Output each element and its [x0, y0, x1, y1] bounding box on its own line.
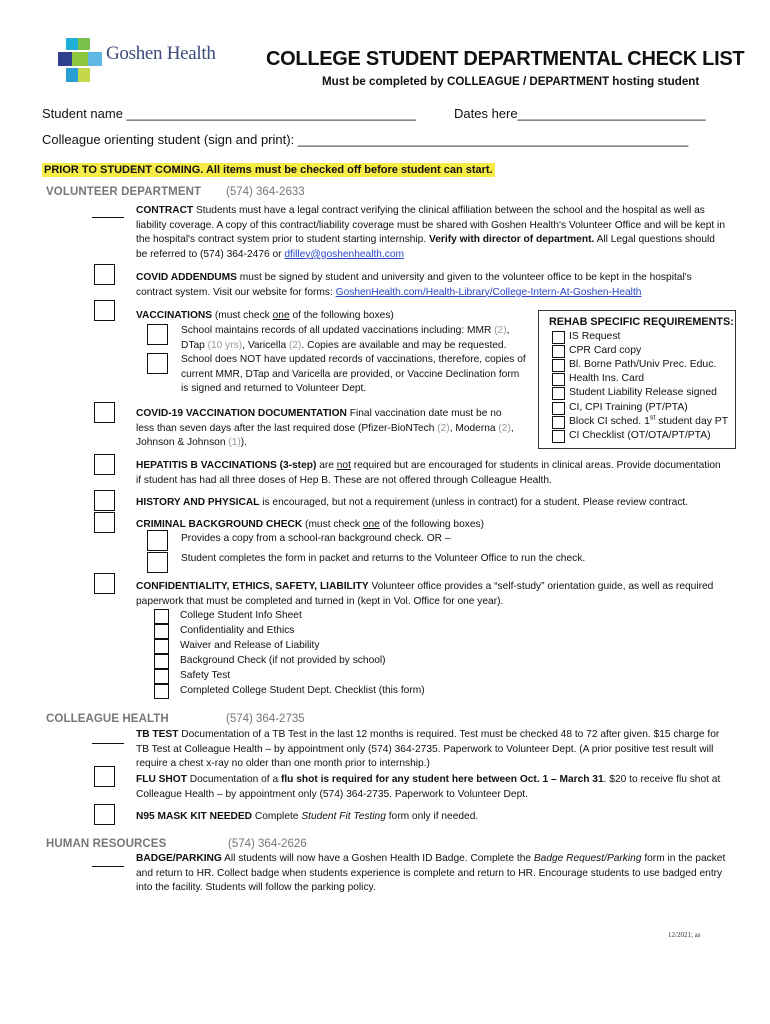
criminal-label: CRIMINAL BACKGROUND CHECK	[136, 519, 303, 530]
rehab-item	[539, 358, 735, 372]
flu-label: FLU SHOT	[136, 774, 187, 785]
rehab-item-label: CI, CPI Training (PT/PTA)	[569, 401, 688, 413]
covid-vacc-g1: (2)	[437, 422, 450, 434]
covid-vacc-text-b: , Moderna	[449, 422, 499, 434]
history-item	[136, 496, 726, 511]
rehab-item	[539, 330, 735, 344]
history-label: HISTORY AND PHYSICAL	[136, 497, 260, 508]
flu-text-b: . $20 to receive flu shot at Colleague Health – by appointment only (574) 364-2735. Paperwork to Volunteer Dept.	[136, 774, 721, 800]
rehab-checkbox[interactable]	[552, 430, 565, 443]
vacc-opt1-b: ,	[506, 325, 510, 336]
criminal-option2-checkbox[interactable]	[147, 552, 168, 573]
criminal-option1-text: Provides a copy from a school-ran background check. OR –	[181, 533, 451, 544]
flu-text-a: Documentation of a	[186, 774, 281, 785]
covid-vacc-g2: (2)	[498, 422, 511, 434]
contract-email-link[interactable]: dfilley@goshenhealth.com	[284, 248, 405, 260]
flu-bold: flu shot is required for any student here between Oct. 1 – March 31	[280, 774, 604, 785]
contract-label: CONTRACT	[136, 205, 194, 216]
vaccinations-checkbox[interactable]	[94, 300, 115, 321]
criminal-text-a: (must check	[302, 519, 363, 530]
vacc-option2-checkbox[interactable]	[147, 353, 168, 374]
page-subtitle: Must be completed by COLLEAGUE / DEPARTMENT hosting student	[322, 75, 700, 88]
student-name-field[interactable]: Student name ________________________________________	[42, 106, 416, 121]
vacc-opt1-e: . Copies are available and may be requested.	[301, 339, 507, 351]
vaccinations-text-b: of the following boxes)	[289, 310, 394, 321]
criminal-option2-text: Student completes the form in packet and returns to the Volunteer Office to run the check.	[181, 553, 586, 564]
rehab-item	[539, 372, 735, 386]
n95-checkbox[interactable]	[94, 804, 115, 825]
logo-text: Goshen Health	[106, 43, 216, 64]
prior-warning: PRIOR TO STUDENT COMING. All items must be checked off before student can start.	[44, 164, 493, 176]
conf-checkbox[interactable]	[154, 654, 169, 669]
rehab-title: REHAB SPECIFIC REQUIREMENTS:	[549, 316, 734, 328]
vacc-option1-text	[181, 324, 526, 353]
rehab-item-label: IS Request	[569, 330, 621, 342]
colleague-health-phone: (574) 364-2735	[226, 713, 305, 725]
criminal-text-b: of the following boxes)	[379, 519, 484, 530]
contract-check-blank[interactable]	[92, 200, 124, 218]
vacc-opt1-d: , Varicella	[242, 339, 289, 351]
covid-vacc-text-d: ).	[240, 437, 248, 449]
volunteer-heading: VOLUNTEER DEPARTMENT	[46, 186, 202, 198]
conf-list-item: Safety Test	[180, 670, 231, 681]
hepb-checkbox[interactable]	[94, 454, 115, 475]
rehab-item	[539, 386, 735, 400]
history-checkbox[interactable]	[94, 490, 115, 511]
rehab-sup: st	[649, 414, 656, 422]
vacc-opt1-g1: (2)	[494, 325, 507, 336]
badge-text-a: All students will now have a Goshen Health ID Badge. Complete the	[221, 853, 534, 864]
hepb-text-b: required but are encouraged for students in clinical areas. Provide documentation if student has had all three doses of Hep B. These are not offered through Colleague Health.	[136, 460, 721, 486]
hepb-label: HEPATITIS B VACCINATIONS (3-step)	[136, 460, 317, 471]
conf-checkbox[interactable]	[154, 684, 169, 699]
rehab-checkbox[interactable]	[552, 387, 565, 400]
contract-text2: All Legal questions should be referred to (574) 364-2476 or	[136, 234, 715, 260]
conf-list-item: Background Check (if not provided by school)	[180, 655, 386, 666]
contract-verify: Verify with director of department.	[429, 234, 595, 246]
conf-list-item: Confidentiality and Ethics	[180, 625, 295, 636]
contract-text: Students must have a legal contract verifying the clinical affiliation between the school and the hospital as well as liability coverage. A copy of this contract/liability coverage must be shared with Goshen Health's Volunteer Office and will be kept in the hospital's contract system prior to student starting internship.	[136, 205, 725, 246]
confidentiality-item	[136, 580, 726, 609]
history-text: is encouraged, but not a requirement (unless in contract) for a student. Please review contract.	[259, 497, 689, 508]
covid-vacc-g3: (1)	[228, 437, 241, 449]
dates-field[interactable]: Dates here__________________________	[454, 106, 706, 121]
conf-list-item: Completed College Student Dept. Checklist (this form)	[180, 685, 425, 696]
rehab-item-label: CPR Card copy	[569, 344, 642, 356]
goshen-health-logo	[58, 38, 102, 82]
conf-checkbox[interactable]	[154, 609, 169, 624]
tb-item	[136, 728, 726, 772]
badge-item	[136, 852, 726, 896]
badge-text-b: form in the packet and return to HR. Collect badge when students experience is complete and return to HR. Encourage students to use badged entry into the facility. Students will follow the parking policy.	[136, 853, 726, 894]
vacc-opt1-c: DTap	[181, 339, 208, 351]
rehab-item-label: Block CI sched. 1	[569, 415, 650, 427]
rehab-item	[539, 415, 735, 429]
criminal-one: one	[362, 519, 380, 530]
rehab-item	[539, 429, 735, 443]
page-title: COLLEGE STUDENT DEPARTMENTAL CHECK LIST	[266, 48, 745, 70]
conf-checkbox[interactable]	[154, 669, 169, 684]
conf-checkbox[interactable]	[154, 624, 169, 639]
vaccinations-label: VACCINATIONS	[136, 310, 213, 321]
rehab-item-label: Health Ins. Card	[569, 373, 645, 385]
criminal-item	[136, 518, 484, 533]
n95-text-b: form only if needed.	[385, 811, 479, 822]
rehab-checkbox[interactable]	[552, 402, 565, 415]
confidentiality-list	[180, 609, 425, 699]
badge-italic: Badge Request/Parking	[533, 853, 642, 864]
covid-addendum-item	[136, 271, 726, 300]
confidentiality-label: CONFIDENTIALITY, ETHICS, SAFETY, LIABILITY	[136, 581, 369, 592]
rehab-item-rest: student day PT	[655, 415, 729, 427]
covid-vacc-item	[136, 407, 521, 451]
hepb-not: not	[336, 460, 351, 471]
badge-label: BADGE/PARKING	[136, 853, 222, 864]
vacc-option1-checkbox[interactable]	[147, 324, 168, 345]
tb-label: TB TEST	[136, 729, 179, 740]
covid-addendum-link[interactable]: GoshenHealth.com/Health-Library/College-Intern-At-Goshen-Health	[335, 286, 642, 298]
covid-vacc-label: COVID-19 VACCINATION DOCUMENTATION	[136, 408, 347, 419]
flu-checkbox[interactable]	[94, 766, 115, 787]
rehab-checkbox[interactable]	[552, 359, 565, 372]
n95-italic: Student Fit Testing	[301, 811, 386, 822]
rehab-checkbox[interactable]	[552, 331, 565, 344]
n95-item	[136, 810, 478, 825]
rehab-item	[539, 401, 735, 415]
rehab-requirements-box	[538, 310, 736, 449]
conf-checkbox[interactable]	[154, 639, 169, 654]
n95-text-a: Complete	[252, 811, 302, 822]
vacc-opt1-g3: (2)	[288, 339, 302, 351]
vacc-opt1-g2: (10 yrs)	[207, 339, 243, 351]
rehab-checkbox[interactable]	[552, 373, 565, 386]
tb-check-blank[interactable]	[92, 726, 124, 744]
tb-text: Documentation of a TB Test in the last 12 months is required. Test must be checked 48 to 72 after given. $15 charge for TB Test at Colleague Health – by appointment only (574) 364-2735. Paperwork to Volunteer Dept. (A prior positive test result will require a chest x-ray no older than one month prior to internship.)	[136, 729, 720, 770]
hr-phone: (574) 364-2626	[228, 838, 307, 850]
criminal-checkbox[interactable]	[94, 512, 115, 533]
rehab-item-label: Bl. Borne Path/Univ Prec. Educ.	[569, 358, 717, 370]
rehab-checkbox[interactable]	[552, 345, 565, 358]
hepb-item	[136, 459, 726, 488]
footer-date: 12/2021; as	[668, 931, 701, 939]
rehab-item-label: Student Liability Release signed	[569, 387, 717, 399]
covid-vacc-text-c: , Johnson & Johnson	[136, 422, 514, 449]
criminal-option1-checkbox[interactable]	[147, 530, 168, 551]
vaccinations-item	[136, 309, 394, 324]
volunteer-phone: (574) 364-2633	[226, 186, 305, 198]
hepb-text-a: are	[316, 460, 337, 471]
vacc-opt1-a: School maintains records of all updated vaccinations including: MMR	[181, 325, 495, 336]
conf-list-item: College Student Info Sheet	[180, 610, 302, 621]
covid-vacc-checkbox[interactable]	[94, 402, 115, 423]
vaccinations-one: one	[272, 310, 290, 321]
vaccinations-text-a: (must check	[212, 310, 273, 321]
covid-addendum-label: COVID ADDENDUMS	[136, 272, 237, 283]
rehab-checkbox[interactable]	[552, 416, 565, 429]
colleague-health-heading: COLLEAGUE HEALTH	[46, 713, 169, 725]
contract-item	[136, 204, 726, 262]
flu-item	[136, 773, 726, 802]
vacc-option2-text: School does NOT have updated records of vaccinations, therefore, copies of current MMR, DTap and Varicella are provided, or Vaccine Declination form is signed and returned to Volunteer Dept.	[181, 354, 526, 395]
hr-heading: HUMAN RESOURCES	[46, 838, 167, 850]
confidentiality-text: Volunteer office provides a “self-study” orientation guide, as well as required paperwork that must be completed and turned in (kept in Vol. Office for one year).	[136, 581, 714, 607]
covid-vacc-text-a: Final vaccination date must be no less than seven days after the last required dose (Pfizer-BioNTech	[136, 408, 502, 434]
badge-check-blank[interactable]	[92, 849, 124, 867]
n95-label: N95 MASK KIT NEEDED	[136, 811, 253, 822]
colleague-field[interactable]: Colleague orienting student (sign and print): ______________________________________________________	[42, 132, 689, 147]
confidentiality-checkbox[interactable]	[94, 573, 115, 594]
rehab-item	[539, 344, 735, 358]
rehab-item-label: CI Checklist (OT/OTA/PT/PTA)	[569, 429, 711, 441]
covid-addendum-text: must be signed by student and university and given to the volunteer office to be kept in the hospital's contract system. Visit our website for forms:	[136, 272, 692, 298]
covid-addendum-line	[92, 266, 124, 283]
conf-list-item: Waiver and Release of Liability	[180, 640, 320, 651]
